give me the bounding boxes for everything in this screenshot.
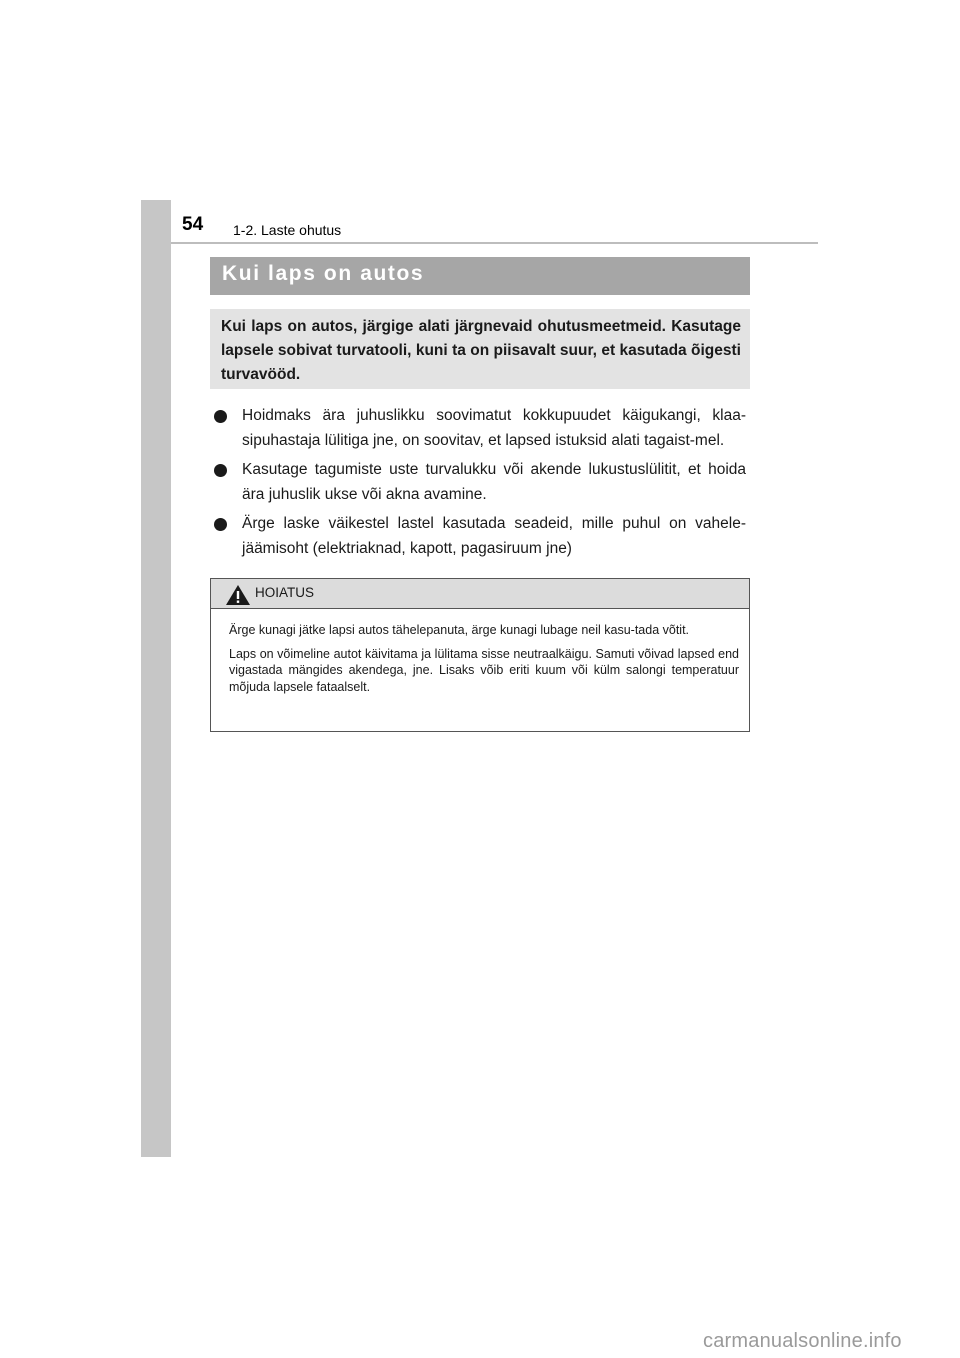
bullet-text: Ärge laske väikestel lastel kasutada seadeid, mille puhul on vahele-jäämisoht (elektriaknad, kapott, pagasiruum jne) (242, 515, 746, 557)
bullet-text: Hoidmaks ära juhuslikku soovimatut kokkupuudet käigukangi, klaa-sipuhastaja lülitiga jne, on soovitav, et lapsed istuksid alati tagaist-mel. (242, 407, 746, 449)
bullet-icon (214, 410, 227, 423)
section-title: Kui laps on autos (222, 262, 425, 285)
intro-text: Kui laps on autos, järgige alati järgnevaid ohutusmeetmeid. Kasutage lapsele sobivat turvatooli, kuni ta on piisavalt suur, et kasutada õigesti turvavööd. (221, 318, 741, 383)
list-item (213, 458, 746, 507)
warning-triangle-icon (225, 584, 251, 606)
warning-paragraph: Ärge kunagi jätke lapsi autos tähelepanuta, ärge kunagi lubage neil kasu-tada võtit. (229, 623, 690, 637)
warning-label: HOIATUS (255, 585, 315, 600)
side-tab-bar (141, 200, 171, 1157)
list-item (213, 404, 746, 453)
bullet-icon (214, 464, 227, 477)
warning-paragraph: Laps on võimeline autot käivitama ja lülitama sisse neutraalkäigu. Samuti võivad lapsed end vigastada mängides akendega, jne. Lisaks võib eriti kuum või külm salongi temperatuur mõjuda lapsele fataalselt. (229, 646, 739, 694)
warning-box (210, 578, 750, 732)
header-divider (171, 242, 818, 244)
bullet-icon (214, 518, 227, 531)
bullet-text: Kasutage tagumiste uste turvalukku või akende lukustuslülitit, et hoida ära juhuslik ukse või akna avamine. (242, 461, 746, 503)
warning-header (211, 579, 749, 609)
list-item (213, 512, 746, 561)
page-number: 54 (182, 214, 204, 235)
intro-box (210, 309, 750, 389)
watermark-link[interactable]: carmanualsonline.info (703, 1330, 902, 1352)
section-label: 1-2. Laste ohutus (233, 222, 342, 238)
bullet-list (213, 404, 746, 566)
section-title-bar (210, 257, 750, 295)
warning-body (229, 622, 739, 702)
